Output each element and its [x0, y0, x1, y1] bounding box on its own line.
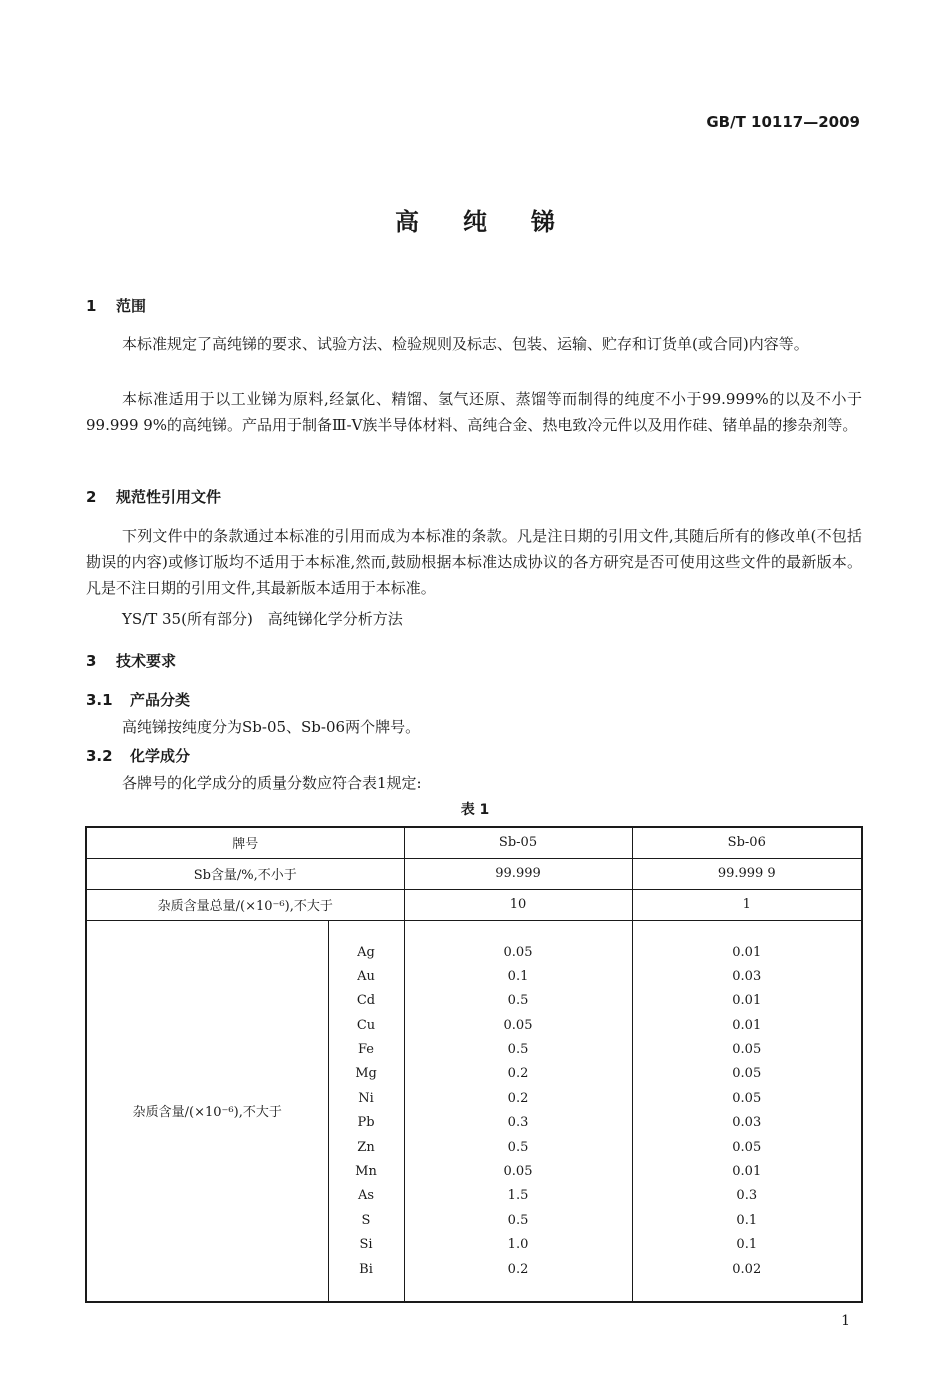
- section-3-1-heading: [86, 689, 190, 710]
- normative-reference: YS/T 35(所有部分) 高纯锑化学分析方法: [122, 610, 403, 628]
- impurity-value-sb05: 0.05: [503, 1017, 533, 1033]
- impurity-value-sb06: 0.3: [736, 1188, 758, 1204]
- impurity-value-sb06: 0.03: [732, 968, 762, 984]
- impurity-element: Pb: [357, 1115, 375, 1131]
- section-number: 3.1: [86, 691, 113, 709]
- section-title: 技术要求: [116, 652, 177, 670]
- impurity-value-sb05: 0.5: [507, 993, 529, 1009]
- table-cell: Sb含量/%,不小于: [86, 858, 404, 889]
- table-cell: 99.999 9: [632, 858, 862, 889]
- impurity-value-sb05: 0.2: [507, 1261, 529, 1277]
- impurity-value-sb06: 0.1: [736, 1237, 758, 1253]
- impurity-value-sb06: 0.01: [732, 993, 762, 1009]
- section-1-paragraph-1: 本标准规定了高纯锑的要求、试验方法、检验规则及标志、包装、运输、贮存和订货单(或合同)内容等。: [122, 335, 809, 353]
- impurity-value-sb06: 0.02: [732, 1261, 762, 1277]
- table-cell: 牌号: [86, 827, 404, 858]
- section-title: 化学成分: [130, 747, 191, 765]
- table-cell: 99.999: [404, 858, 632, 889]
- section-1-paragraph-2: 本标准适用于以工业锑为原料,经氯化、精馏、氢气还原、蒸馏等而制得的纯度不小于99.999%的以及不小于99.999 9%的高纯锑。产品用于制备Ⅲ-Ⅴ族半导体材料、高纯合金、热电致冷元件以及用作硅、锗单晶的掺杂剂等。: [86, 390, 862, 434]
- standard-code: GB/T 10117—2009: [706, 113, 860, 131]
- section-title: 产品分类: [130, 691, 191, 709]
- section-1-heading: [86, 295, 146, 316]
- impurity-value-sb05: 0.3: [507, 1115, 529, 1131]
- section-number: 1: [86, 297, 97, 315]
- impurity-element: Ni: [358, 1090, 374, 1106]
- section-2-paragraph-1: 下列文件中的条款通过本标准的引用而成为本标准的条款。凡是注日期的引用文件,其随后所有的修改单(不包括勘误的内容)或修订版均不适用于本标准,然而,鼓励根据本标准达成协议的各方研究是否可使用这些文件的最新版本。凡是不注日期的引用文件,其最新版本适用于本标准。: [86, 527, 862, 597]
- table-row: [86, 889, 862, 920]
- impurity-element: As: [357, 1188, 375, 1204]
- section-number: 3: [86, 652, 97, 670]
- section-3-heading: [86, 650, 176, 671]
- impurity-value-sb06: 0.01: [732, 1017, 762, 1033]
- impurity-element: Ag: [357, 944, 375, 960]
- impurity-value-sb05: 0.5: [507, 1042, 529, 1058]
- table-row: [86, 858, 862, 889]
- impurity-value-sb05: 0.05: [503, 1164, 533, 1180]
- impurity-value-sb06: 0.05: [732, 1090, 762, 1106]
- impurity-element: Mg: [355, 1066, 377, 1082]
- impurity-value-sb05: 0.5: [507, 1212, 529, 1228]
- table-cell: 杂质含量总量/(×10⁻⁶),不大于: [86, 889, 404, 920]
- table-cell: 杂质含量/(×10⁻⁶),不大于: [86, 920, 328, 1302]
- impurity-element: Cu: [356, 1017, 376, 1033]
- impurity-element: Bi: [359, 1261, 373, 1277]
- composition-table: [85, 826, 863, 1303]
- impurity-value-sb05: 0.2: [507, 1090, 529, 1106]
- impurity-element: Fe: [358, 1042, 375, 1058]
- impurity-value-sb05: 0.2: [507, 1066, 529, 1082]
- impurity-value-sb06: 0.01: [732, 944, 762, 960]
- impurity-block: [86, 920, 862, 1302]
- impurity-value-sb06: 0.1: [736, 1212, 758, 1228]
- impurity-value-sb05: 1.0: [507, 1237, 529, 1253]
- impurity-value-sb06: 0.05: [732, 1066, 762, 1082]
- sb05-column: [404, 920, 632, 1302]
- impurity-value-sb06: 0.05: [732, 1042, 762, 1058]
- element-column: [328, 920, 404, 1302]
- table-caption: 表 1: [460, 802, 490, 818]
- table-cell: Sb-05: [404, 827, 632, 858]
- impurity-value-sb05: 1.5: [507, 1188, 529, 1204]
- impurity-value-sb06: 0.05: [732, 1139, 762, 1155]
- section-3-1-text: 高纯锑按纯度分为Sb-05、Sb-06两个牌号。: [122, 718, 421, 736]
- section-2-heading: [86, 486, 221, 507]
- impurity-element: S: [361, 1212, 371, 1228]
- impurity-value-sb05: 0.05: [503, 944, 533, 960]
- table-cell: 10: [404, 889, 632, 920]
- impurity-element: Si: [359, 1237, 373, 1253]
- impurity-element: Cd: [356, 993, 376, 1009]
- impurity-element: Au: [357, 968, 375, 984]
- table-header-row: [86, 827, 862, 858]
- page-number: 1: [841, 1313, 850, 1329]
- section-number: 3.2: [86, 747, 113, 765]
- section-3-2-heading: [86, 745, 190, 766]
- table-cell: 1: [632, 889, 862, 920]
- sb06-column: [632, 920, 862, 1302]
- section-title: 规范性引用文件: [116, 488, 222, 506]
- impurity-value-sb05: 0.5: [507, 1139, 529, 1155]
- impurity-value-sb06: 0.01: [732, 1164, 762, 1180]
- document-title: 高纯锑: [395, 208, 599, 236]
- impurity-element: Mn: [355, 1164, 377, 1180]
- impurity-element: Zn: [357, 1139, 375, 1155]
- section-3-2-text: 各牌号的化学成分的质量分数应符合表1规定:: [122, 774, 422, 792]
- section-number: 2: [86, 488, 97, 506]
- section-title: 范围: [116, 297, 147, 315]
- impurity-value-sb06: 0.03: [732, 1115, 762, 1131]
- impurity-value-sb05: 0.1: [507, 968, 529, 984]
- table-cell: Sb-06: [632, 827, 862, 858]
